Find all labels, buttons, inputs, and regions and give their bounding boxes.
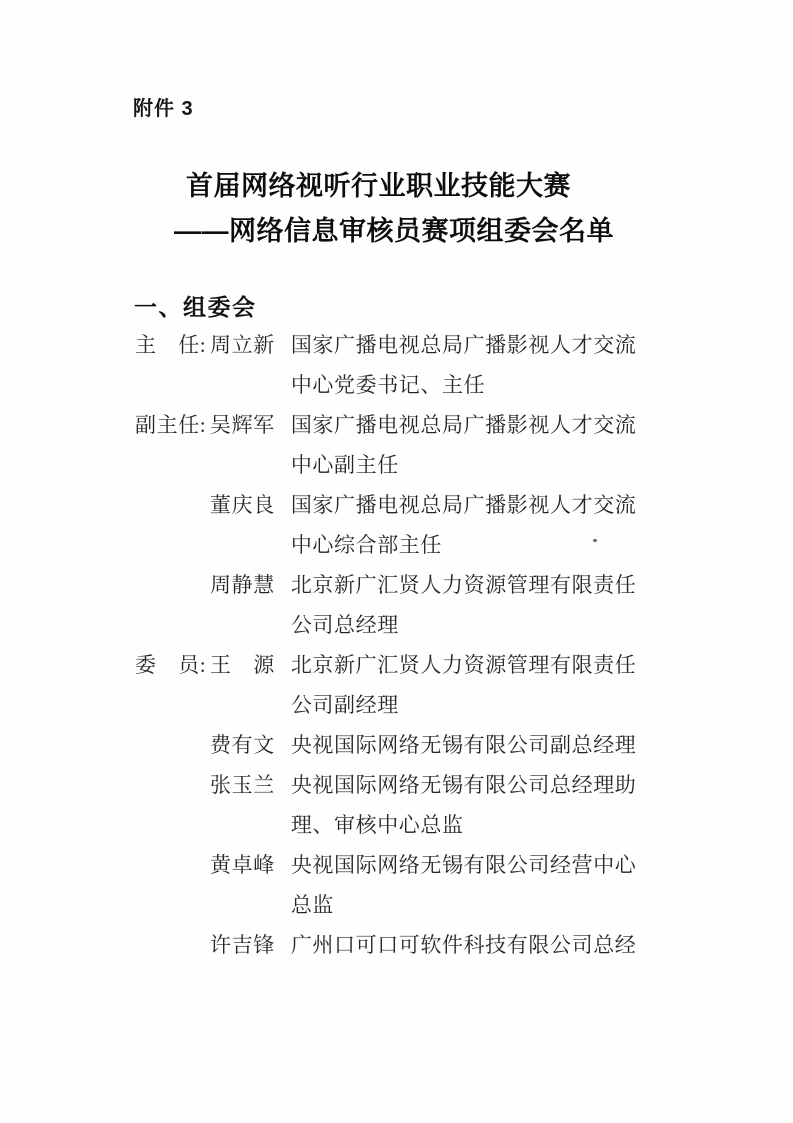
description-line: 中心党委书记、主任 — [290, 373, 486, 397]
committee-row — [135, 925, 675, 965]
member-description — [291, 325, 637, 405]
document-title-line-1: 首届网络视听行业职业技能大赛 — [186, 171, 571, 201]
member-name: 周立新 — [210, 333, 275, 357]
description-line: 北京新广汇贤人力资源管理有限责任 — [290, 573, 637, 597]
member-description — [291, 845, 637, 925]
description-line: 公司副经理 — [290, 693, 399, 717]
description-line: 总监 — [290, 893, 335, 917]
committee-row — [135, 645, 675, 725]
member-description — [291, 765, 637, 845]
committee-row — [135, 405, 675, 485]
role-label: 副主任: — [135, 413, 207, 437]
committee-row — [135, 725, 675, 765]
description-line: 中心副主任 — [290, 453, 399, 477]
description-line: 国家广播电视总局广播影视人才交流 — [290, 493, 637, 517]
member-name: 吴辉军 — [210, 413, 275, 437]
description-line: 中心综合部主任 — [290, 533, 443, 557]
description-line: 广州口可口可软件科技有限公司总经 — [290, 933, 637, 957]
description-line: 央视国际网络无锡有限公司经营中心 — [290, 853, 637, 877]
description-line: 北京新广汇贤人力资源管理有限责任 — [290, 653, 637, 677]
document-title-line-2: ——网络信息审核员赛项组委会名单 — [174, 216, 614, 246]
committee-row — [135, 845, 675, 925]
member-name: 张玉兰 — [210, 773, 275, 797]
role-label: 主 任: — [135, 333, 207, 357]
member-description — [291, 405, 637, 485]
committee-row — [135, 765, 675, 845]
committee-row — [135, 565, 675, 645]
member-description — [291, 485, 637, 565]
scan-artifact-dot — [593, 539, 597, 542]
description-line: 理、审核中心总监 — [290, 813, 464, 837]
attachment-label: 附件 3 — [133, 98, 194, 120]
role-label: 委 员: — [135, 653, 207, 677]
description-line: 国家广播电视总局广播影视人才交流 — [290, 413, 637, 437]
committee-row — [135, 325, 675, 405]
member-description — [291, 725, 637, 765]
member-description — [291, 645, 637, 725]
description-line: 央视国际网络无锡有限公司副总经理 — [290, 733, 637, 757]
member-name: 费有文 — [210, 733, 275, 757]
description-line: 国家广播电视总局广播影视人才交流 — [290, 333, 637, 357]
member-name: 黄卓峰 — [210, 853, 275, 877]
member-description — [291, 565, 637, 645]
member-name: 王 源 — [210, 653, 275, 677]
member-name: 董庆良 — [210, 493, 275, 517]
committee-row — [135, 485, 675, 565]
member-name: 许吉锋 — [210, 933, 275, 957]
section-heading: 一、组委会 — [134, 294, 257, 320]
description-line: 央视国际网络无锡有限公司总经理助 — [290, 773, 637, 797]
member-name: 周静慧 — [210, 573, 275, 597]
description-line: 公司总经理 — [290, 613, 399, 637]
member-description — [291, 925, 637, 965]
committee-list — [135, 325, 675, 965]
